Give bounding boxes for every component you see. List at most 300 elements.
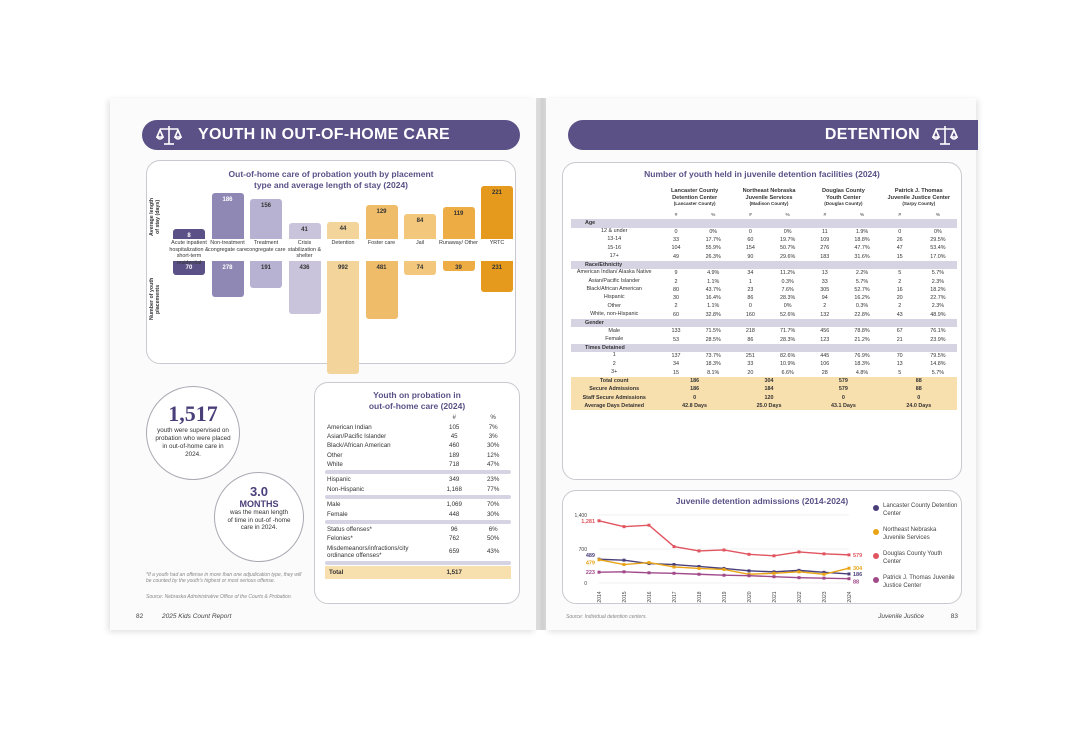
category-label: Detention — [331, 240, 355, 246]
row-cell: 86 — [747, 295, 754, 302]
row-cell: 2.3% — [931, 303, 945, 310]
table-row — [325, 485, 511, 494]
row-count: 1,069 — [446, 501, 462, 509]
row-cell: 104 — [671, 245, 681, 252]
section-row — [571, 219, 957, 227]
row-label: 1 — [612, 352, 616, 359]
total-count: 1,517 — [433, 566, 475, 579]
probation-title-1: Youth on probation in — [373, 390, 461, 400]
row-cell: 5 — [898, 270, 902, 277]
totals-row — [571, 377, 957, 385]
totals-cell: 88 — [881, 385, 957, 393]
row-cell: 28 — [821, 369, 828, 376]
row-cell: 23.9% — [930, 336, 946, 343]
row-cell: 52.7% — [854, 286, 870, 293]
row-cell: 106 — [820, 361, 830, 368]
x-tick-label: 2018 — [697, 591, 703, 603]
row-cell: 34 — [673, 361, 680, 368]
row-cell: 53.4% — [930, 245, 946, 252]
data-point — [798, 570, 801, 573]
row-cell: 5 — [898, 369, 902, 376]
table-row — [571, 369, 957, 377]
totals-label: Staff Secure Admissions — [571, 394, 657, 402]
row-cell: 13 — [821, 270, 828, 277]
row-label: Male — [327, 501, 341, 509]
row-count: 105 — [449, 423, 460, 431]
row-cell: 76.1% — [930, 328, 946, 335]
row-cell: 0 — [748, 228, 752, 235]
left-banner-title: YOUTH IN OUT-OF-HOME CARE — [198, 126, 450, 143]
placements-label: 70 — [185, 265, 193, 271]
row-cell: 6.6% — [781, 369, 794, 376]
row-label: Female — [327, 510, 348, 518]
row-label: Misdemeanors/infractions/city ordinance offenses* — [327, 544, 409, 559]
row-cell: 183 — [820, 253, 830, 260]
row-cell: 67 — [896, 328, 903, 335]
row-cell: 90 — [747, 253, 754, 260]
table-row — [571, 327, 957, 335]
avg-stay-label: 119 — [453, 210, 464, 217]
facility-line-1: Douglas County — [821, 188, 865, 195]
data-point — [598, 519, 601, 522]
right-page-number: 83 — [950, 613, 958, 620]
row-cell: 80 — [673, 286, 680, 293]
row-cell: 123 — [820, 336, 830, 343]
totals-cell: 88 — [881, 377, 957, 385]
stat2-unit: MONTHS — [239, 499, 279, 509]
row-cell: 31.6% — [854, 253, 870, 260]
data-point — [673, 572, 676, 575]
y-tick-label: 1,400 — [574, 513, 587, 519]
stat1-value: 1,517 — [168, 401, 218, 426]
placement-axis-bottom: Number of youth placements — [149, 277, 161, 321]
row-cell: 5.7% — [855, 278, 869, 285]
placements-label: 278 — [222, 265, 233, 271]
row-count: 189 — [449, 451, 460, 459]
row-count: 349 — [449, 476, 460, 484]
right-page — [546, 98, 976, 630]
legend-label: Northeast Nebraska Juvenile Services — [883, 527, 937, 541]
end-value-label: 304 — [853, 566, 863, 573]
table-row — [325, 460, 511, 469]
x-tick-label: 2017 — [672, 591, 678, 603]
row-cell: 26.3% — [705, 253, 721, 260]
row-cell: 43.7% — [705, 286, 721, 293]
row-cell: 22.7% — [930, 295, 946, 302]
totals-cell: 186 — [657, 385, 731, 393]
table-row — [325, 441, 511, 450]
x-tick-label: 2019 — [722, 591, 728, 603]
row-cell: 0% — [783, 303, 792, 310]
data-point — [723, 574, 726, 577]
row-label: Black/African American — [327, 442, 391, 450]
start-value-label: 223 — [585, 570, 595, 577]
data-point — [823, 552, 826, 555]
probation-table-grid — [325, 413, 511, 579]
facility-county: (Lancaster County) — [673, 201, 716, 207]
totals-cell: 25.0 Days — [732, 402, 806, 410]
table-row — [325, 422, 511, 431]
section-row — [571, 344, 957, 352]
row-label: Hispanic — [603, 294, 625, 301]
row-label: Asian/Pacific Islander — [327, 432, 387, 440]
row-cell: 456 — [820, 328, 830, 335]
data-point — [848, 553, 851, 556]
row-cell: 70 — [896, 353, 903, 360]
facility-name — [881, 185, 957, 211]
legend-label: Patrick J. Thomas Juvenile Justice Center — [883, 575, 955, 589]
row-cell: 154 — [745, 245, 755, 252]
table-row — [325, 432, 511, 441]
end-value-label: 186 — [853, 571, 863, 578]
data-point — [623, 570, 626, 573]
row-percent: 30% — [486, 442, 500, 450]
totals-cell: 579 — [806, 385, 880, 393]
placements-label: 992 — [337, 265, 348, 271]
data-point — [598, 571, 601, 574]
row-count: 448 — [449, 510, 460, 518]
row-cell: 445 — [820, 353, 830, 360]
totals-row — [571, 394, 957, 402]
data-point — [623, 559, 626, 562]
scales-of-justice-icon — [932, 123, 958, 147]
start-value-label: 479 — [585, 560, 595, 567]
start-value-label: 1,281 — [581, 518, 595, 525]
totals-cell: 0 — [806, 394, 880, 402]
totals-cell: 43.1 Days — [806, 402, 880, 410]
row-count: 45 — [450, 432, 458, 440]
row-cell: 20 — [747, 369, 754, 376]
data-point — [723, 548, 726, 551]
facility-county: (Sarpy County) — [902, 201, 936, 207]
row-cell: 251 — [745, 353, 755, 360]
row-cell: 0% — [709, 228, 718, 235]
data-point — [698, 573, 701, 576]
header-blank — [325, 413, 433, 422]
row-cell: 47.7% — [854, 245, 870, 252]
totals-cell: 184 — [732, 385, 806, 393]
row-cell: 30 — [673, 295, 680, 302]
row-cell: 2.3% — [931, 278, 945, 285]
row-label: Other — [327, 451, 343, 459]
table-row — [325, 475, 511, 484]
data-point — [648, 524, 651, 527]
row-cell: 0 — [674, 228, 678, 235]
row-label: Male — [608, 327, 621, 334]
subheader-cell: % — [785, 212, 790, 218]
avg-stay-label: 84 — [416, 217, 424, 224]
row-cell: 79.5% — [930, 353, 946, 360]
probation-header-row — [325, 413, 511, 422]
row-cell: 109 — [820, 237, 830, 244]
row-cell: 0% — [933, 228, 942, 235]
row-cell: 55.9% — [705, 245, 721, 252]
facility-line-2: Juvenile Justice Center — [887, 194, 951, 201]
row-cell: 305 — [820, 286, 830, 293]
row-cell: 94 — [821, 295, 828, 302]
avg-stay-label: 221 — [491, 189, 502, 196]
left-source: Source: Nebraska Administrative Office of the Courts & Probation. — [146, 594, 292, 600]
facility-header-row — [571, 185, 957, 211]
total-label: Total — [325, 566, 433, 579]
stat2-value: 3.0 — [249, 484, 269, 499]
data-point — [773, 575, 776, 578]
row-cell: 33 — [747, 361, 754, 368]
x-tick-label: 2015 — [622, 591, 628, 603]
data-point — [823, 577, 826, 580]
row-cell: 1.9% — [855, 228, 869, 235]
facility-line-1: Northeast Nebraska — [742, 188, 796, 195]
left-page — [110, 98, 536, 630]
table-row — [325, 500, 511, 509]
section-row — [571, 319, 957, 327]
totals-label: Average Days Detained — [571, 402, 657, 410]
subheader-cell: % — [935, 212, 941, 218]
table-row — [325, 544, 511, 560]
table-row — [571, 277, 957, 285]
row-label: Female — [605, 335, 624, 342]
row-cell: 19.7% — [779, 237, 796, 244]
category-label: Jail — [415, 240, 425, 246]
data-point — [848, 577, 851, 580]
subheader-cell: % — [859, 212, 865, 218]
table-row — [571, 360, 957, 368]
row-label: Non-Hispanic — [327, 485, 365, 493]
row-label: American Indian/ Alaska Native — [576, 269, 652, 276]
row-cell: 276 — [820, 245, 830, 252]
row-label: 13-14 — [607, 236, 622, 243]
row-cell: 82.6% — [779, 353, 796, 360]
table-row — [571, 269, 957, 277]
row-label: 12 & under — [601, 227, 628, 234]
row-cell: 16 — [896, 286, 903, 293]
subheader-cell: # — [674, 212, 678, 218]
table-row — [571, 236, 957, 244]
stat-circle-youth — [146, 386, 240, 480]
row-label: Black/African American — [586, 286, 642, 293]
row-cell: 17.7% — [705, 237, 721, 244]
facility-name — [806, 185, 880, 211]
row-cell: 32.8% — [705, 311, 721, 318]
probation-table-card — [314, 382, 520, 604]
row-cell: 5.7% — [931, 369, 945, 376]
row-cell: 22.8% — [854, 311, 870, 318]
row-cell: 2 — [823, 303, 827, 310]
totals-cell: 0 — [881, 394, 957, 402]
row-cell: 26 — [896, 237, 903, 244]
legend-swatch — [873, 553, 879, 559]
totals-row — [571, 402, 957, 410]
table-row — [571, 244, 957, 252]
row-cell: 71.7% — [779, 328, 796, 335]
category-label: Acute inpatient hospitalization & short-term residential — [169, 240, 209, 266]
data-point — [723, 568, 726, 571]
row-cell: 18.3% — [705, 361, 721, 368]
row-cell: 48.9% — [930, 311, 946, 318]
right-banner — [568, 120, 978, 150]
data-point — [748, 569, 751, 572]
row-cell: 15 — [896, 253, 903, 260]
row-cell: 2 — [674, 278, 678, 285]
data-point — [673, 565, 676, 568]
row-cell: 60 — [673, 311, 680, 318]
data-point — [748, 574, 751, 577]
totals-cell: 24.0 Days — [881, 402, 957, 410]
row-cell: 15 — [673, 369, 680, 376]
data-point — [848, 572, 851, 575]
x-tick-label: 2022 — [797, 591, 803, 603]
table-row — [571, 294, 957, 302]
data-point — [798, 550, 801, 553]
row-cell: 29.6% — [779, 253, 796, 260]
table-row — [571, 302, 957, 310]
data-point — [698, 567, 701, 570]
row-label: Felonies* — [327, 535, 353, 543]
placement-chart-title-1: Out-of-home care of probation youth by placement — [228, 169, 434, 179]
x-tick-label: 2016 — [647, 591, 653, 603]
placements-label: 436 — [299, 265, 310, 271]
table-row — [325, 509, 511, 518]
table-row — [571, 352, 957, 360]
x-tick-label: 2014 — [597, 591, 603, 603]
left-banner — [142, 120, 520, 150]
row-count: 659 — [449, 548, 460, 556]
avg-stay-label: 129 — [376, 208, 387, 215]
facility-county: (Madison County) — [749, 201, 789, 207]
totals-cell: 579 — [806, 377, 880, 385]
start-value-label: 489 — [585, 553, 595, 560]
data-point — [648, 571, 651, 574]
row-label: Status offenses* — [327, 525, 372, 533]
x-tick-label: 2024 — [847, 591, 853, 603]
row-cell: 49 — [673, 253, 680, 260]
row-cell: 18.2% — [930, 286, 946, 293]
placements-label: 191 — [260, 265, 271, 271]
facility-line-1: Patrick J. Thomas — [894, 188, 943, 195]
placement-chart-title-2: type and average length of stay (2024) — [254, 180, 408, 190]
x-tick-label: 2020 — [747, 591, 753, 603]
category-label: Foster care — [367, 240, 396, 246]
category-label: Treatment congregate care — [246, 240, 286, 253]
placement-axis-top: Average length of stay (days) — [149, 197, 161, 237]
row-cell: 14.8% — [930, 361, 946, 368]
category-label: Crisis stabilization & shelter — [287, 240, 322, 259]
facility-line-2: Detention Center — [672, 194, 718, 201]
row-label: American Indian — [327, 423, 372, 431]
end-value-label: 579 — [853, 552, 863, 559]
row-cell: 18.3% — [854, 361, 870, 368]
row-percent: 12% — [486, 451, 500, 459]
row-cell: 137 — [671, 353, 681, 360]
row-percent: 30% — [486, 510, 500, 518]
row-percent: 23% — [486, 476, 500, 484]
footnote: *If a youth had an offense in more than one adjudication type, they will be counted by the youth's highest or most serious offense. — [146, 572, 302, 584]
row-percent: 3% — [488, 432, 498, 440]
total-fill — [475, 566, 511, 579]
row-cell: 133 — [671, 328, 681, 335]
table-row — [571, 335, 957, 343]
row-percent: 6% — [488, 525, 498, 533]
row-percent: 50% — [486, 535, 500, 543]
totals-cell: 0 — [657, 394, 731, 402]
row-label: 2 — [612, 360, 616, 367]
legend-label: Lancaster County Detention Center — [883, 503, 958, 517]
row-percent: 77% — [486, 485, 500, 493]
data-point — [598, 558, 601, 561]
facility-name — [732, 185, 806, 211]
row-cell: 218 — [745, 328, 755, 335]
table-row — [571, 228, 957, 236]
row-cell: 0.3% — [781, 278, 794, 285]
totals-row — [571, 385, 957, 393]
row-percent: 43% — [486, 548, 500, 556]
category-label: YRTC — [489, 240, 505, 246]
avg-stay-label: 186 — [222, 196, 233, 203]
header-blank — [571, 185, 657, 211]
row-cell: 2 — [898, 303, 902, 310]
row-cell: 28.5% — [705, 336, 721, 343]
row-percent: 47% — [486, 461, 500, 469]
row-cell: 33 — [673, 237, 680, 244]
row-cell: 43 — [896, 311, 903, 318]
row-cell: 16.2% — [854, 295, 870, 302]
row-label: 17+ — [609, 252, 619, 259]
section-row — [571, 261, 957, 269]
row-cell: 52.6% — [779, 311, 796, 318]
header-count: # — [452, 414, 456, 422]
data-point — [623, 525, 626, 528]
end-value-label: 88 — [853, 579, 860, 586]
row-cell: 34 — [747, 270, 754, 277]
section-name: Race/Ethnicity — [571, 261, 957, 269]
placement-chart-card — [146, 160, 516, 364]
row-cell: 10.9% — [779, 361, 796, 368]
data-point — [773, 572, 776, 575]
placements-label: 39 — [455, 265, 462, 271]
row-cell: 16.4% — [705, 295, 721, 302]
table-row — [571, 286, 957, 294]
header-blank — [571, 211, 657, 219]
row-cell: 0 — [748, 303, 752, 310]
row-count: 762 — [449, 535, 460, 543]
row-cell: 86 — [747, 336, 754, 343]
row-cell: 76.9% — [854, 353, 870, 360]
row-cell: 1.1% — [707, 303, 720, 310]
category-label: Runaway/ Other — [439, 240, 478, 246]
probation-table — [325, 413, 511, 579]
row-cell: 11.2% — [780, 270, 796, 277]
row-count: 718 — [449, 461, 460, 469]
totals-cell: 120 — [732, 394, 806, 402]
placements-label: 481 — [376, 265, 387, 271]
row-cell: 9 — [674, 270, 678, 277]
row-label: White, non-Hispanic — [590, 310, 639, 317]
data-point — [698, 549, 701, 552]
row-cell: 60 — [747, 237, 754, 244]
data-point — [798, 576, 801, 579]
detention-table-title: Number of youth held in juvenile detention facilities (2024) — [644, 169, 880, 179]
section-name: Gender — [571, 319, 957, 327]
data-point — [748, 553, 751, 556]
row-cell: 28.3% — [779, 336, 796, 343]
placement-chart — [147, 161, 517, 365]
row-label: White — [327, 461, 343, 469]
row-cell: 160 — [745, 311, 755, 318]
avg-stay-label: 156 — [260, 203, 271, 210]
row-cell: 47 — [896, 245, 903, 252]
row-cell: 13 — [896, 361, 903, 368]
subheader-cell: # — [823, 212, 827, 218]
